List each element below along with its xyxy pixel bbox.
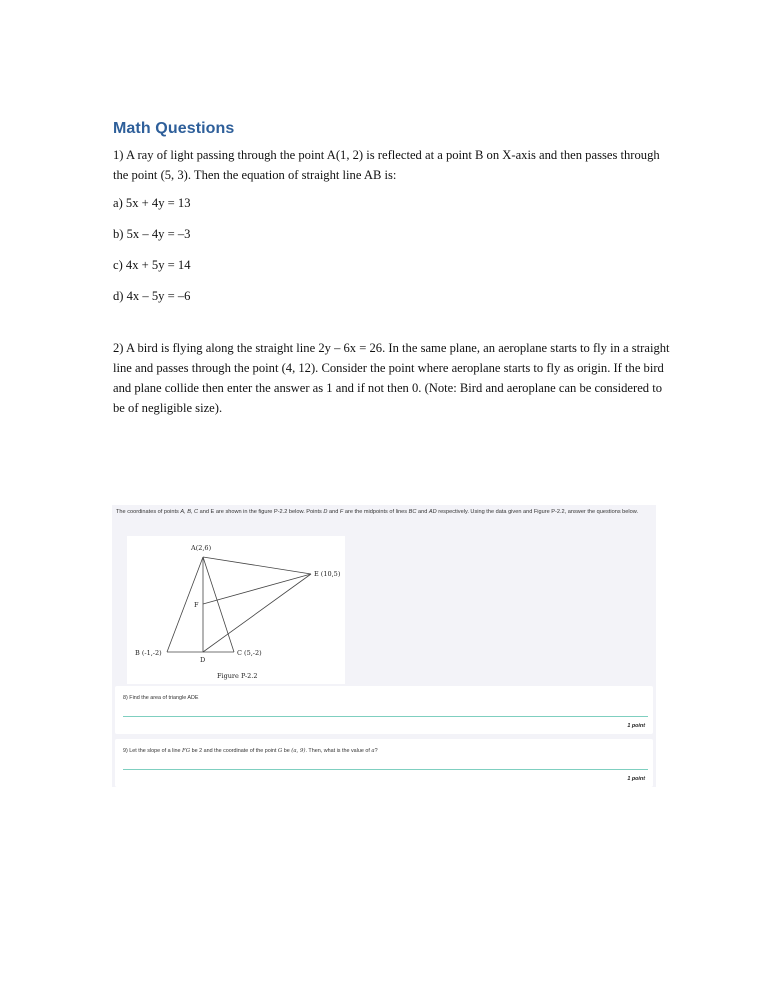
triangle-diagram [127, 536, 345, 684]
figure-caption: Figure P-2.2 [217, 672, 258, 680]
intro-part: and [327, 509, 340, 515]
intro-part: and E are shown in the figure P-2.2 below. Points [198, 509, 324, 515]
question-8-answer-input[interactable] [123, 716, 648, 717]
label-e: E (10,5) [314, 570, 341, 578]
question-card-9 [115, 739, 653, 787]
question-9-points: 1 point [627, 776, 645, 782]
q9-part: be [282, 748, 292, 754]
q9-var: a [371, 748, 375, 754]
intro-part: are the midpoints of lines [343, 509, 409, 515]
q9-part: 9) Let the slope of a line [123, 748, 183, 754]
label-a: A(2,6) [191, 544, 212, 552]
q9-var: G [277, 748, 283, 754]
question-1-option-b: b) 5x – 4y = –3 [113, 227, 191, 241]
form-intro-text [116, 508, 646, 518]
intro-var: F [339, 509, 344, 515]
intro-part: and [416, 509, 429, 515]
intro-var: D [323, 509, 328, 515]
label-c: C (5,-2) [237, 649, 262, 657]
intro-part: The coordinates of points [116, 509, 181, 515]
question-8-text: 8) Find the area of triangle ADE [123, 695, 199, 701]
figure-p-2-2 [127, 536, 345, 684]
question-9-answer-input[interactable] [123, 769, 648, 770]
q9-part: be 2 and the coordinate of the point [190, 748, 278, 754]
embedded-form-screenshot [112, 505, 656, 787]
q9-var: FG [182, 748, 191, 754]
question-1-option-d: d) 4x – 5y = –6 [113, 289, 191, 303]
question-9-text [123, 748, 378, 754]
question-1-option-c: c) 4x + 5y = 14 [113, 258, 191, 272]
question-1-text: 1) A ray of light passing through the point A(1, 2) is reflected at a point B on X-axis and then passes through the point (5, 3). Then the equation of straight line AB is: [113, 148, 660, 182]
question-card-8 [115, 686, 653, 734]
intro-var: AD [428, 509, 437, 515]
question-1-option-a: a) 5x + 4y = 13 [113, 196, 191, 210]
label-b: B (-1,-2) [135, 649, 162, 657]
q9-coord: (a, 9) [291, 748, 306, 754]
label-d: D [200, 656, 206, 664]
q9-part: ? [374, 748, 378, 754]
q9-part: . Then, what is the value of [305, 748, 372, 754]
page-title: Math Questions [113, 120, 235, 137]
intro-part: respectively. Using the data given and Figure P-2.2, answer the questions below. [436, 509, 639, 515]
intro-var: A, B, C [180, 509, 199, 515]
question-8-points: 1 point [627, 723, 645, 729]
question-2-text: 2) A bird is flying along the straight line 2y – 6x = 26. In the same plane, an aeroplane starts to fly in a straight line and passes through the point (4, 12). Consider the point where aeroplane starts to fly as origin. If the bird and plane collide then enter the answer as 1 and if not then 0. (Note: Bird and aeroplane can be considered to be of negligible size). [113, 341, 670, 415]
label-f: F [194, 601, 199, 609]
intro-var: BC [408, 509, 417, 515]
